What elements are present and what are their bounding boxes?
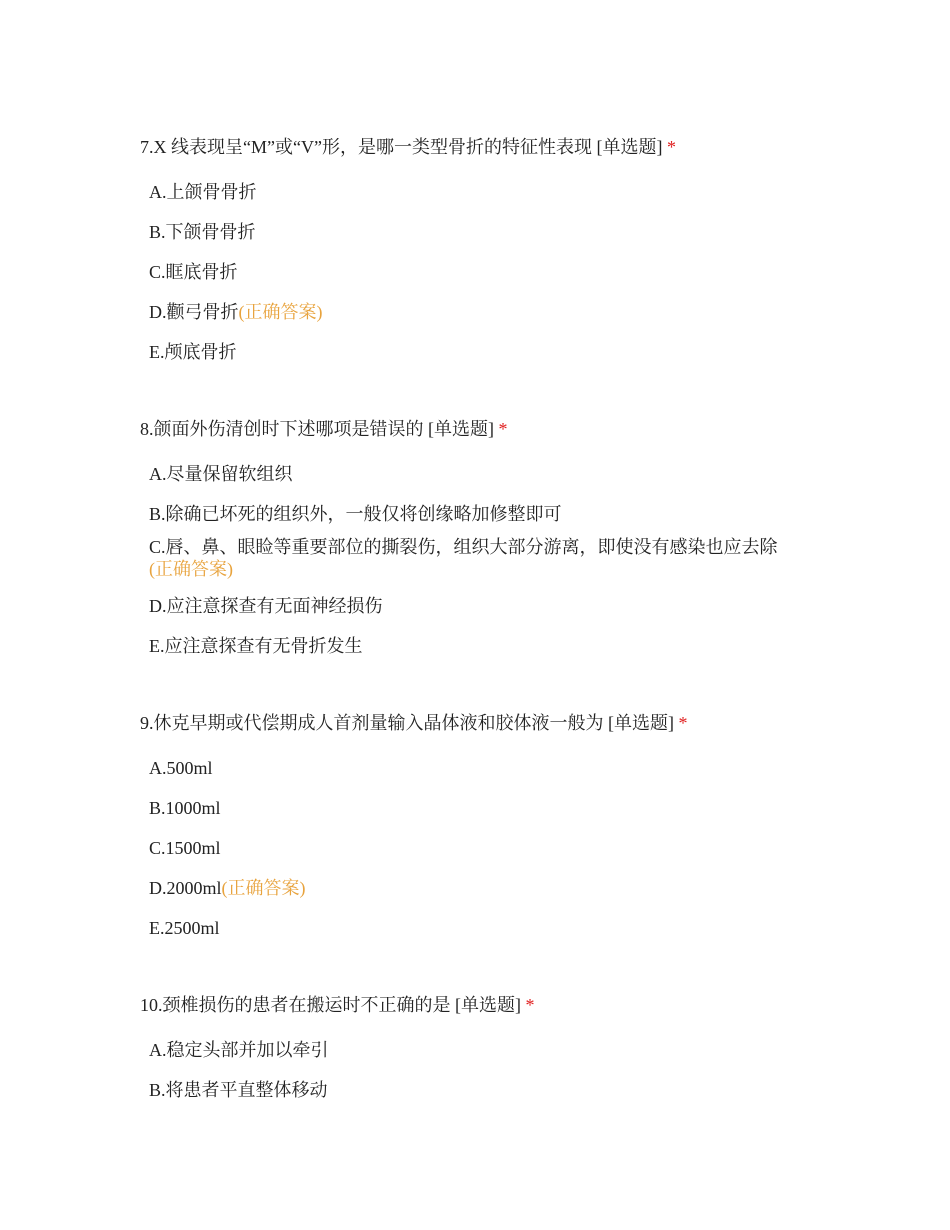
required-mark: * bbox=[666, 137, 676, 157]
question-title: 9.休克早期或代偿期成人首剂量输入晶体液和胶体液一般为 [单选题] * bbox=[140, 713, 688, 733]
option-item[interactable]: B.除确已坏死的组织外，一般仅将创缘略加修整即可 bbox=[149, 504, 562, 524]
correct-answer-tag: (正确答案) bbox=[238, 302, 323, 322]
question-title: 7.X 线表现呈“M”或“V”形，是哪一类型骨折的特征性表现 [单选题] * bbox=[140, 137, 676, 157]
option-item[interactable]: C.唇、鼻、眼睑等重要部位的撕裂伤，组织大部分游离，即使没有感染也应去除 (正确答案) bbox=[149, 537, 778, 579]
question-title: 10.颈椎损伤的患者在搬运时不正确的是 [单选题] * bbox=[140, 995, 535, 1015]
option-item[interactable]: B.1000ml bbox=[149, 798, 221, 818]
question-7 bbox=[140, 135, 820, 362]
question-8 bbox=[140, 417, 820, 656]
option-item[interactable]: C.眶底骨折 bbox=[149, 262, 238, 282]
option-item[interactable]: D.2000ml(正确答案) bbox=[149, 878, 306, 898]
option-item[interactable]: B.下颌骨骨折 bbox=[149, 222, 256, 242]
correct-answer-tag: (正确答案) bbox=[149, 559, 233, 579]
option-item[interactable]: A.尽量保留软组织 bbox=[149, 464, 293, 484]
option-item[interactable]: A.500ml bbox=[149, 758, 213, 778]
option-item[interactable]: E.2500ml bbox=[149, 918, 220, 938]
option-item[interactable]: B.将患者平直整体移动 bbox=[149, 1080, 328, 1100]
option-item[interactable]: E.颅底骨折 bbox=[149, 342, 237, 362]
required-mark: * bbox=[678, 713, 688, 733]
option-item[interactable]: D.应注意探查有无面神经损伤 bbox=[149, 596, 383, 616]
correct-answer-tag: (正确答案) bbox=[221, 878, 306, 898]
question-title: 8.颌面外伤清创时下述哪项是错误的 [单选题] * bbox=[140, 419, 508, 439]
question-9 bbox=[140, 711, 820, 938]
option-item[interactable]: A.上颌骨骨折 bbox=[149, 182, 257, 202]
option-item[interactable]: C.1500ml bbox=[149, 838, 221, 858]
required-mark: * bbox=[525, 995, 535, 1015]
option-item[interactable]: A.稳定头部并加以牵引 bbox=[149, 1040, 329, 1060]
question-10 bbox=[140, 993, 820, 1100]
required-mark: * bbox=[498, 419, 508, 439]
option-item[interactable]: E.应注意探查有无骨折发生 bbox=[149, 636, 363, 656]
option-item[interactable]: D.颧弓骨折(正确答案) bbox=[149, 302, 323, 322]
